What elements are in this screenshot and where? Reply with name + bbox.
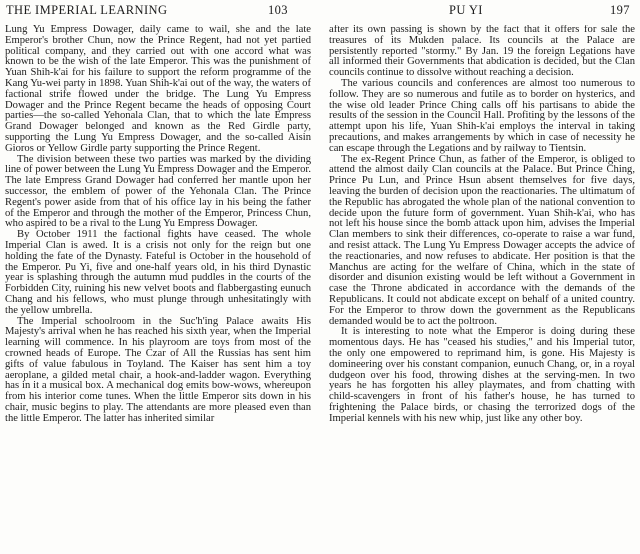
paragraph: By October 1911 the factional fights have ceased. The whole Imperial Clan is awed. It is a crisis not only for the reign but one holding the fate of the Dynasty. Fateful is October in the household of the Emperor. Pu Yi, five and one-half years old, in his third Dynastic year is splashing through the autumn mud puddles in the courts of the Forbidden City, ruining his new velvet boots and flabbergasting eunuch Chang and his fellows, who must plunge through unhesitatingly with the yellow umbrella. [5, 229, 311, 316]
paragraph: It is interesting to note what the Emperor is doing during these momentous days. He has "ceased his studies," and his Imperial tutor, the only one empowered to reprimand him, is gone. His Majesty is domineering over his constant companion, eunuch Chang, or, in a royal dudgeon over his food, throwing dishes at the serving-men. In two years he has forgotten his alley playmates, and from chatting with child-scavengers in front of his father's house, he has turned to frightening the Palace birds, or chasing the terrorized dogs of the Imperial kennels with his new whip, just like any other boy. [329, 326, 635, 424]
paragraph: The ex-Regent Prince Chun, as father of the Emperor, is obliged to attend the almost daily Clan councils at the Palace. But Prince Ching, Prince Pu Lun, and Prince Hsun absent themselves for five days, leaving the burden of decision upon the reactionaries. The ultimatum of the Republic has abrogated the whole plan of the national convention to decide upon the future form of government. Yuan Shih-k'ai, who has not left his house since the bomb attack upon him, advises the Imperial Clan members to sink their differences, co-operate to raise a war fund, and resist attack. The Lung Yu Empress Dowager accepts the advice of the reactionaries, and now refuses to abdicate. Her position is that the Manchus are acting for the welfare of China, which in the state of disorder and disunion existing would be left without a Government in case the Throne abdicated in accordance with the demands of the Republicans. It could not abdicate except on behalf of a united country. For the Emperor to throw down the government as the Republicans demanded would be to act the poltroon. [329, 153, 635, 327]
paragraph: after its own passing is shown by the fact that it offers for sale the treasures of its Mukden palace. Its councils at the Palace are persistently reported "stormy." By Jan. 19 the foreign Legations have all informed their Governments that abdication is decided, but the Clan councils continue to dissolve without reaching a decision. [329, 25, 635, 79]
left-page-number: 103 [268, 3, 288, 17]
right-page-number: 197 [610, 3, 630, 17]
paragraph: The various councils and conferences are almost too numerous to follow. They are so numerous and futile as to border on hysterics, and the wise old leader Prince Ching calls off his partisans to abide the results of the session in the Council Hall. Profiting by the lessons of the attempt upon his life, Yuan Shih-k'ai employs the interval in taking precautions, and makes arrangements by which in case of necessity he can escape through the Legations and by railway to Tientsin. [329, 77, 635, 154]
right-text-column [329, 25, 635, 551]
paragraph: The division between these two parties was marked by the dividing line of power between the Lung Yu Empress Dowager and the Emperor. The late Empress Grand Dowager had conferred her mantle upon her successor, the emblem of power of the Yehonala Clan. The Prince Regent's power aside from that of his office lay in his being the father of the Emperor and through the mother of the Emperor, Princess Chun, who aspired to be a rival to the Lung Yu Empress Dowager. [5, 153, 311, 230]
left-running-head: THE IMPERIAL LEARNING [6, 3, 168, 17]
paragraph: Lung Yu Empress Dowager, daily came to wail, she and the late Emperor's brother Chun, now the Prince Regent, had not yet partied political company, and they carried out with one accord what was known to be the wish of the late Emperor. This was the punishment of Yuan Shih-k'ai for his failure to support the reform programme of the Kang Yu-wei party in 1898. Yuan Shih-k'ai out of the way, the waters of factional strife flowed under the bridge. The Lung Yu Empress Dowager and the Prince Regent became the heads of opposing Court parties—the so-called Yehonala Clan, that to which the late Empress Grand Dowager belonged and known as the Red Girdle party, supporting the Lung Yu Empress Dowager, and the so-called Aisin Gioros or Yellow Girdle party supporting the Prince Regent. [5, 25, 311, 154]
paragraph: The Imperial schoolroom in the Suc'h'ing Palace awaits His Majesty's arrival when he has reached his sixth year, when the Imperial learning will commence. In his playroom are toys from most of the crowned heads of Europe. The Czar of All the Russias has sent him gifts of value fabulous in Toyland. The Kaiser has sent him a toy aeroplane, a gilded metal chair, a hook-and-ladder wagon. Everything has in it a musical box. A mechanical dog emits bow-wows, whereupon from his interior come tunes. When the little Emperor sits down in his chair, music begins to play. The attendants are more pleased even than the little Emperor. The latter has inherited similar [5, 315, 311, 424]
right-running-head: PU YI [449, 3, 483, 17]
left-text-column [5, 25, 311, 551]
